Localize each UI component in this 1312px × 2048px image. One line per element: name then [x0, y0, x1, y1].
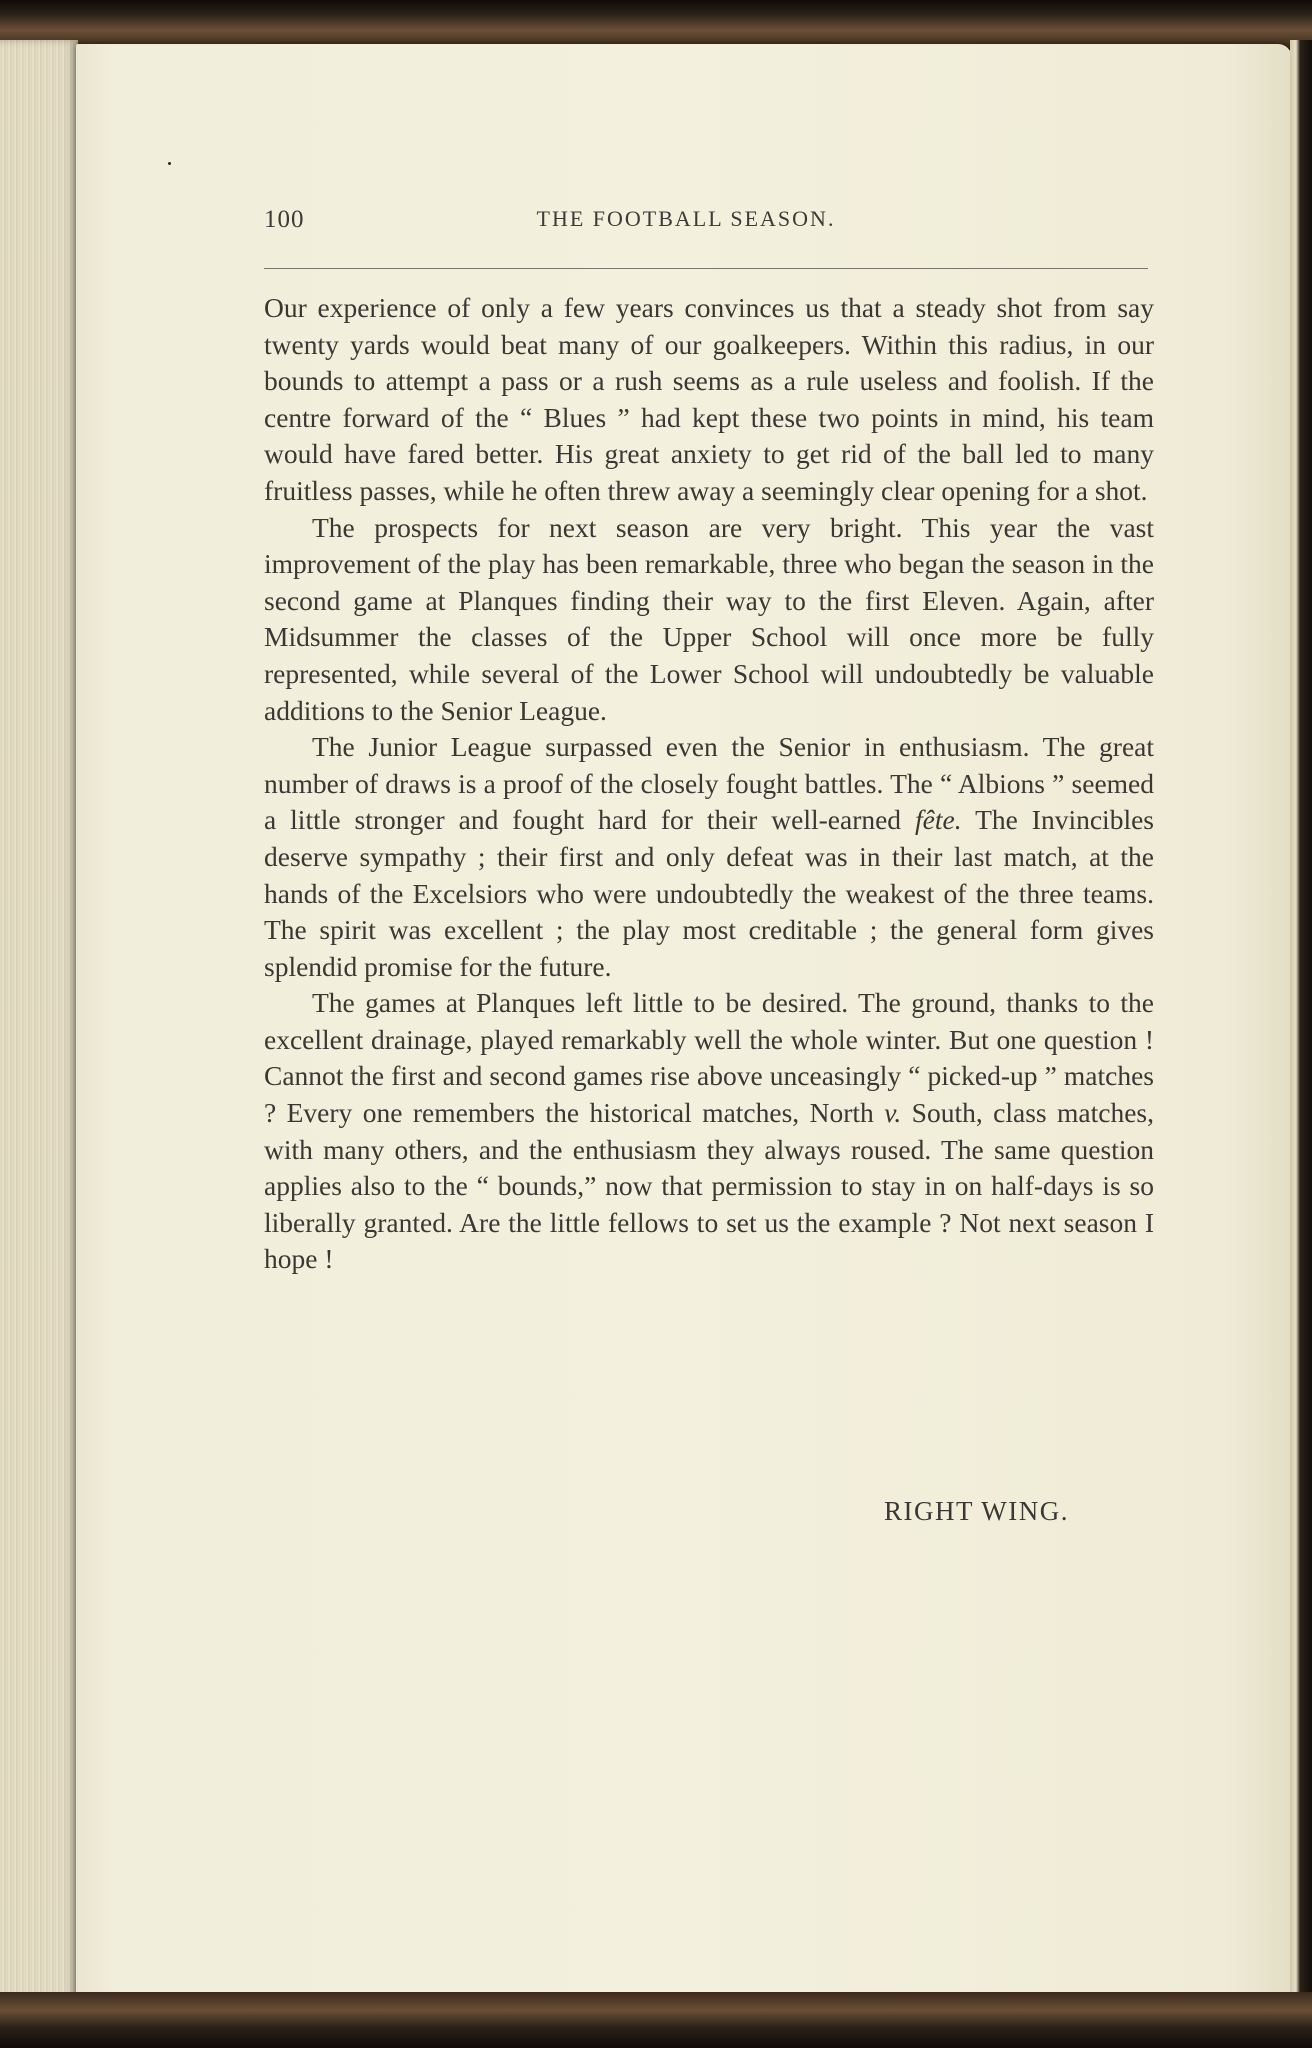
page-block-edges — [0, 40, 78, 2000]
italic-versus: v. — [884, 1097, 902, 1129]
book-cover-bottom — [0, 1992, 1312, 2048]
paragraph-2: The prospects for next season are very bright. This year the vast improvement of the play has been remarkable, three who began the season in the second game at Planques finding their way to the first Eleven. Again, after Midsummer the classes of the Upper School will once more be fully represented, while several of the Lower School will undoubtedly be valuable additions to the Senior League. — [264, 511, 1154, 726]
paper-speck — [168, 162, 171, 165]
page-number: 100 — [264, 206, 305, 233]
running-title: THE FOOTBALL SEASON. — [536, 206, 836, 231]
article-body — [264, 290, 1154, 1278]
author-signature: RIGHT WING. — [884, 1496, 1069, 1526]
page-right-edge — [1290, 40, 1312, 2000]
header-rule — [264, 268, 1148, 269]
book-cover-top — [0, 0, 1312, 48]
paragraph-3: The Junior League surpassed even the Senior in enthusiasm. The great number of draws is a proof of the closely fought battles. The “ Albions ” seemed a little stronger and fought hard for their well-earned fête. The Invincibles deserve sympathy ; their first and only defeat was in their last match, at the hands of the Excelsiors who were undoubtedly the weakest of the three teams. The spirit was excellent ; the play most creditable ; the general form gives splendid promise for the future. — [264, 731, 1154, 982]
italic-fete: fête. — [915, 804, 962, 836]
paragraph-1: Our experience of only a few years convinces us that a steady shot from say twenty yards would beat many of our goalkeepers. Within this radius, in our bounds to attempt a pass or a rush seems as a rule useless and foolish. If the centre forward of the “ Blues ” had kept these two points in mind, his team would have fared better. His great anxiety to get rid of the ball led to many fruitless passes, while he often threw away a seemingly clear opening for a shot. — [264, 292, 1154, 506]
paragraph-4: The games at Planques left little to be desired. The ground, thanks to the excellent drainage, played remarkably well the whole winter. But one question ! Cannot the first and second games rise above unceasingly “ picked-up ” matches ? Every one remembers the historical matches, North v. South, class matches, with many others, and the enthusiasm they always roused. The same question applies also to the “ bounds,” now that permission to stay in on half-days is so liberally granted. Are the little fellows to set us the example ? Not next season I hope ! — [264, 987, 1154, 1275]
page-header — [264, 206, 1148, 240]
